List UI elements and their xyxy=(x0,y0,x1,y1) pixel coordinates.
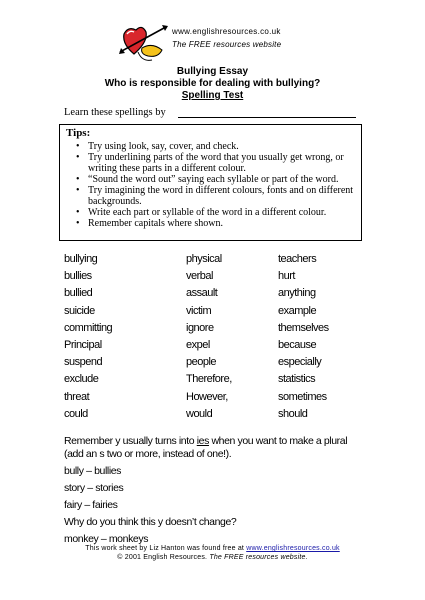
spelling-word: statistics xyxy=(278,373,316,386)
footer-copyright: © 2001 English Resources. xyxy=(117,554,210,561)
spelling-word: exclude xyxy=(64,373,99,386)
tip-item: • Write each part or syllable of the word in a different colour. xyxy=(66,207,355,218)
spelling-word: bullying xyxy=(64,253,98,265)
plural-rule-start: Remember y usually turns into xyxy=(64,435,197,447)
spelling-word: victim xyxy=(186,304,212,317)
page-footer xyxy=(0,544,425,562)
learn-by-blank-line xyxy=(178,117,356,118)
tips-heading: Tips: xyxy=(66,127,91,139)
spelling-word: Principal xyxy=(64,338,102,351)
tip-item: • Try imagining the word in different colours, fonts and on different backgrounds. xyxy=(66,185,355,207)
spelling-word: should xyxy=(278,407,308,420)
spelling-word: Therefore, xyxy=(186,373,232,386)
plural-example: bully – bullies xyxy=(64,465,122,477)
spelling-word: suicide xyxy=(64,304,95,317)
spelling-word: especially xyxy=(278,356,322,369)
spelling-word: committing xyxy=(64,321,113,334)
spelling-word: ignore xyxy=(186,321,214,334)
tip-item: • “Sound the word out” saying each syllable or part of the word. xyxy=(66,174,355,185)
spelling-word: threat xyxy=(64,390,90,403)
plural-example: fairy – fairies xyxy=(64,499,118,511)
spelling-word: people xyxy=(186,356,217,369)
title-line-1: Bullying Essay xyxy=(176,66,249,77)
spelling-word: suspend xyxy=(64,356,103,369)
site-url: www.englishresources.co.uk xyxy=(172,27,281,36)
plural-example: story – stories xyxy=(64,482,124,494)
footer-line-2 xyxy=(0,553,425,562)
title-line-2: Who is responsible for dealing with bullying? xyxy=(104,78,321,89)
spelling-word: However, xyxy=(186,390,228,403)
plural-example: monkey – monkeys xyxy=(64,533,149,545)
footer-site-link[interactable]: www.englishresources.co.uk xyxy=(246,545,340,552)
tip-item: • Try using look, say, cover, and check. xyxy=(66,141,355,152)
plural-rule-ies: ies xyxy=(196,435,209,447)
spelling-word: verbal xyxy=(186,270,213,283)
site-header xyxy=(0,0,425,70)
spelling-word: assault xyxy=(186,287,218,300)
spelling-column-3 xyxy=(278,252,329,424)
site-tagline: The FREE resources website xyxy=(172,40,282,49)
tip-item: • Remember capitals where shown. xyxy=(66,218,355,229)
heart-arrow-logo-icon xyxy=(118,22,170,66)
plural-question: Why do you think this y doesn’t change? xyxy=(64,516,237,528)
title-line-3: Spelling Test xyxy=(181,90,244,101)
spelling-word: hurt xyxy=(278,270,295,283)
spelling-word: themselves xyxy=(278,321,329,334)
tips-list xyxy=(66,141,355,229)
plural-rule-end: when you want to make a plural (add an s two or more, instead of one!). xyxy=(64,435,348,460)
plural-notes xyxy=(64,435,364,550)
spelling-word: teachers xyxy=(278,253,317,265)
tips-box xyxy=(59,124,362,241)
tip-item: • Try underlining parts of the word that you usually get wrong, or writing these parts in a different colour. xyxy=(66,152,355,174)
spelling-word: expel xyxy=(186,338,210,351)
footer-line-1 xyxy=(0,544,425,553)
plural-rule xyxy=(64,435,364,461)
spelling-word: sometimes xyxy=(278,390,327,403)
spelling-word: bullies xyxy=(64,270,92,283)
worksheet-title xyxy=(0,66,425,102)
spelling-word: because xyxy=(278,338,317,351)
spelling-word: would xyxy=(186,407,213,420)
spelling-word: anything xyxy=(278,287,316,300)
spelling-word: bullied xyxy=(64,287,93,300)
spelling-word: physical xyxy=(186,253,222,265)
footer-credit: This work sheet by Liz Hanton was found free at xyxy=(85,545,247,552)
spelling-word: could xyxy=(64,407,88,420)
footer-tagline: The FREE resources website. xyxy=(209,554,308,561)
spelling-column-2 xyxy=(186,252,232,424)
spelling-column-1 xyxy=(64,252,112,424)
learn-by-label: Learn these spellings by xyxy=(64,107,166,118)
spelling-word: example xyxy=(278,304,317,317)
